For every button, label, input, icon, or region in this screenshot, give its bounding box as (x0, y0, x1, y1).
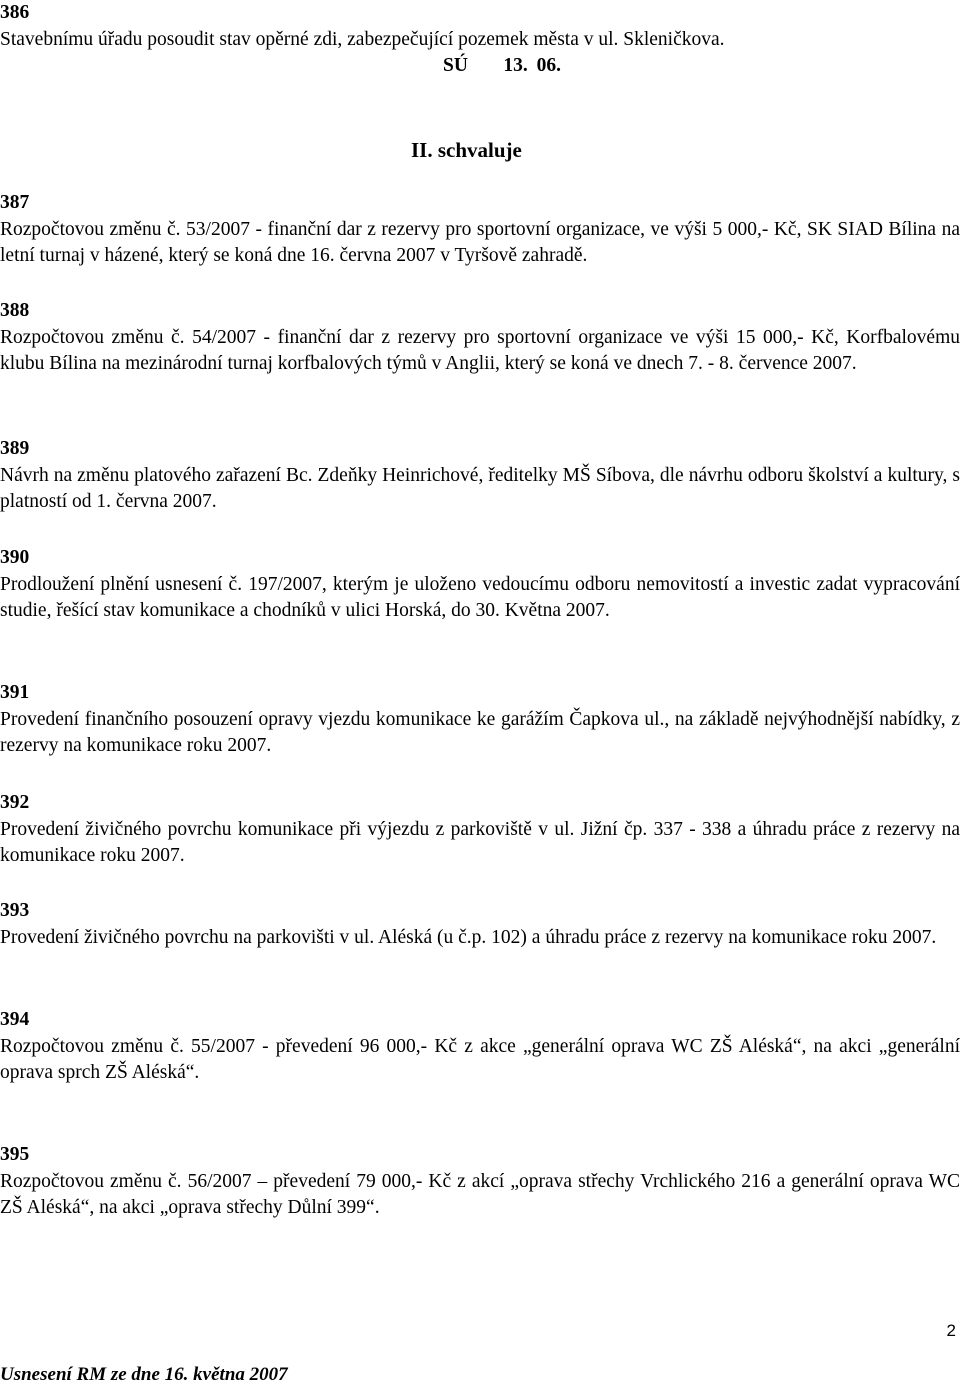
item-number: 395 (0, 1144, 30, 1165)
resolution-item-391 (0, 680, 960, 760)
item-text: Provedení finančního posouzení opravy vjezdu komunikace ke garážím Čapkova ul., na základě nejvýhodnější nabídky, z rezervy na komunikace roku 2007. (0, 708, 960, 756)
resolution-item-393 (0, 898, 960, 951)
resolution-item-388 (0, 298, 960, 378)
item-number: 394 (0, 1009, 30, 1030)
item-number: 386 (0, 2, 30, 23)
item-text: Provedení živičného povrchu na parkovišti v ul. Aléská (u č.p. 102) a úhradu práce z rezervy na komunikace roku 2007. (0, 926, 937, 948)
resolution-item-389 (0, 436, 960, 516)
resolution-item-394 (0, 1007, 960, 1087)
item-text: Rozpočtovou změnu č. 55/2007 - převedení 96 000,- Kč z akce „generální oprava WC ZŠ Aléská“, na akci „generální oprava sprch ZŠ Aléská“. (0, 1035, 960, 1083)
item-number: 390 (0, 547, 30, 568)
resolution-item-386 (0, 0, 960, 53)
item-number: 389 (0, 438, 30, 459)
item-number: 388 (0, 300, 30, 321)
resolution-item-390 (0, 545, 960, 625)
item-text: Provedení živičného povrchu komunikace při výjezdu z parkoviště v ul. Jižní čp. 337 - 338 a úhradu práce z rezervy na komunikace roku 2007. (0, 818, 960, 866)
section-heading: II. schvaluje (411, 138, 522, 162)
department-sign: SÚ 13. 06. (443, 55, 562, 76)
item-text: Rozpočtovou změnu č. 54/2007 - finanční dar z rezervy pro sportovní organizace ve výši 15 000,- Kč, Korfbalovému klubu Bílina na mezinárodní turnaj korfbalových týmů v Anglii, který se koná ve dnech 7. - 8. července 2007. (0, 326, 960, 374)
item-number: 387 (0, 192, 30, 213)
item-text: Návrh na změnu platového zařazení Bc. Zdeňky Heinrichové, ředitelky MŠ Síbova, dle návrhu odboru školství a kultury, s platností od 1. června 2007. (0, 464, 960, 512)
item-number: 392 (0, 792, 30, 813)
resolution-item-392 (0, 790, 960, 870)
resolution-item-395 (0, 1142, 960, 1222)
item-text: Stavebnímu úřadu posoudit stav opěrné zdi, zabezpečující pozemek města v ul. Skleničkova. (0, 28, 725, 50)
item-text: Rozpočtovou změnu č. 56/2007 – převedení 79 000,- Kč z akcí „oprava střechy Vrchlického 216 a generální oprava WC ZŠ Aléská“, na akci „oprava střechy Důlní 399“. (0, 1170, 960, 1218)
item-text: Rozpočtovou změnu č. 53/2007 - finanční dar z rezervy pro sportovní organizace, ve výši 5 000,- Kč, SK SIAD Bílina na letní turnaj v házené, který se koná dne 16. června 2007 v Tyršově zahradě. (0, 218, 960, 266)
resolution-item-387 (0, 190, 960, 270)
item-text: Prodloužení plnění usnesení č. 197/2007, kterým je uloženo vedoucímu odboru nemovitostí a investic zadat vypracování studie, řešící stav komunikace a chodníků v ulici Horská, do 30. Května 2007. (0, 573, 960, 621)
item-number: 391 (0, 682, 30, 703)
page-number: 2 (946, 1321, 956, 1340)
footer-text: Usnesení RM ze dne 16. května 2007 (0, 1364, 288, 1385)
item-number: 393 (0, 900, 30, 921)
